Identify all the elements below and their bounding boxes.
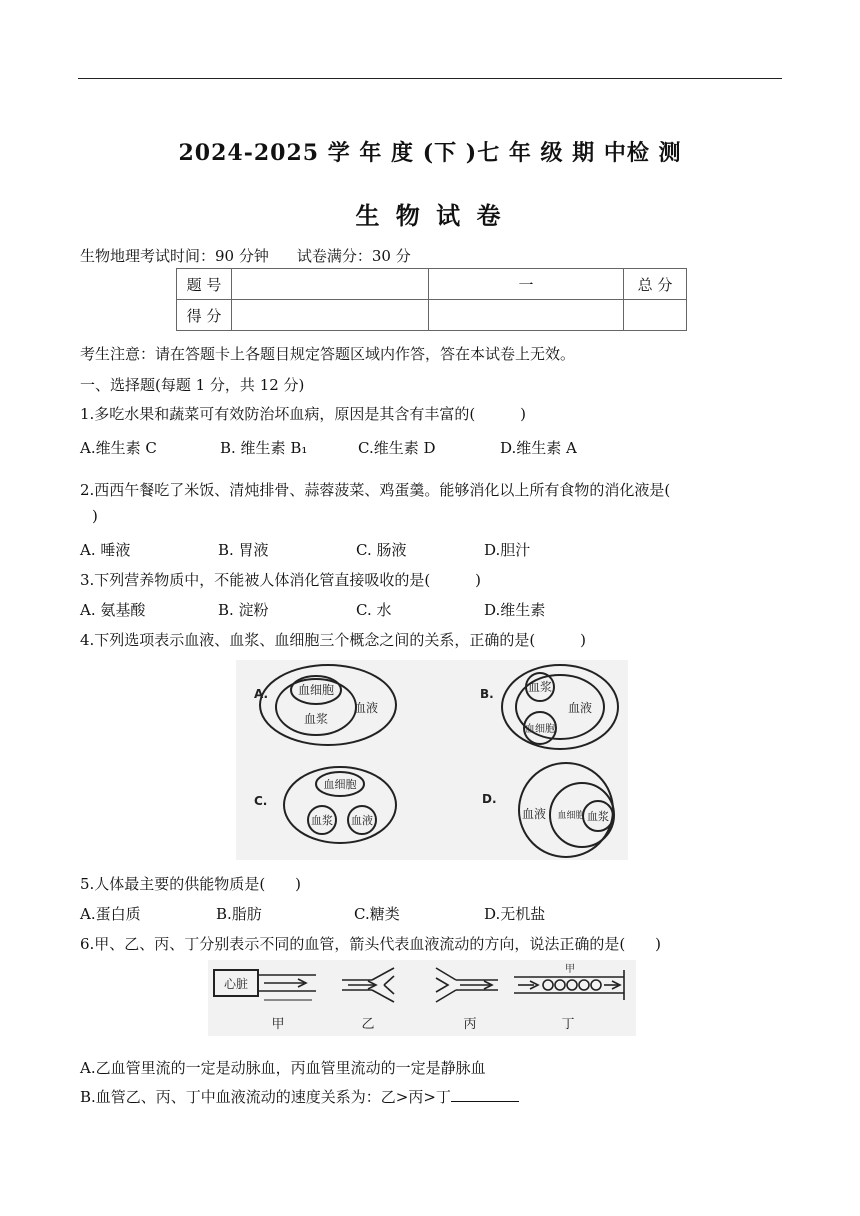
label-blood: 血液 (351, 814, 373, 827)
score-cell-input[interactable] (624, 300, 687, 331)
exam-info (80, 245, 411, 266)
option-c[interactable]: C.维生素 D (358, 439, 436, 457)
option-b[interactable]: B. 维生素 B₁ (220, 439, 308, 457)
option-d[interactable]: D.胆汁 (484, 541, 531, 559)
label-blood: 血液 (353, 701, 379, 715)
top-rule (78, 78, 782, 79)
option-c[interactable]: C.糖类 (354, 905, 400, 923)
option-c[interactable]: C. 水 (356, 601, 392, 619)
score-cell: 得 分 (177, 300, 232, 331)
option-a[interactable]: A. 氨基酸 (80, 601, 146, 619)
score-table-row (177, 269, 687, 300)
blood-concept-diagram (236, 660, 628, 860)
label-plasma: 血浆 (587, 810, 609, 823)
vessel-label-ding: 丁 (561, 1017, 575, 1032)
score-cell (232, 269, 429, 300)
score-cell-input[interactable] (429, 300, 624, 331)
vessel-label-bing: 丙 (463, 1017, 477, 1032)
question-3-stem: 3.下列营养物质中，不能被人体消化管直接吸收的是( ) (80, 571, 482, 589)
score-cell: 总 分 (624, 269, 687, 300)
label-plasma: 血浆 (311, 814, 333, 827)
label-plasma: 血浆 (527, 680, 553, 694)
question-6-option-a[interactable]: A.乙血管里流的一定是动脉血，丙血管里流动的一定是静脉血 (80, 1059, 486, 1077)
notice: 考生注意：请在答题卡上各题目规定答题区域内作答，答在本试卷上无效。 (80, 345, 576, 363)
label-cells: 血细胞 (525, 724, 555, 735)
option-c[interactable]: C. 肠液 (356, 541, 407, 559)
option-a[interactable]: A.维生素 C (80, 439, 157, 457)
score-cell: 一 (429, 269, 624, 300)
question-2-stem: 2.西西午餐吃了米饭、清炖排骨、蒜蓉菠菜、鸡蛋羹。能够消化以上所有食物的消化液是( (80, 481, 671, 499)
question-5-stem: 5.人体最主要的供能物质是( ) (80, 875, 302, 893)
exam-full-score: 试卷满分：30 分 (296, 247, 411, 265)
label-cells: 血细胞 (297, 683, 335, 697)
label-blood: 血液 (521, 807, 547, 821)
answer-blank[interactable] (451, 1087, 519, 1102)
diagram-letter-b: B. (480, 687, 494, 701)
diagram-letter-d: D. (482, 792, 497, 806)
option-b[interactable]: B. 胃液 (218, 541, 269, 559)
score-cell-input[interactable] (232, 300, 429, 331)
section-heading: 一、选择题(每题 1 分，共 12 分) (80, 376, 305, 394)
question-2-stem-cont: ) (92, 507, 98, 525)
label-cells: 血细胞 (557, 811, 585, 821)
score-table (176, 268, 687, 331)
heart-label: 心脏 (223, 977, 249, 991)
score-table-row (177, 300, 687, 331)
diagram-letter-c: C. (254, 794, 268, 808)
vessel-label-yi: 乙 (361, 1017, 375, 1032)
vessel-label-jia: 甲 (271, 1017, 285, 1032)
label-blood: 血液 (567, 701, 593, 715)
option-d[interactable]: D.维生素 A (500, 439, 577, 457)
question-1-stem: 1.多吃水果和蔬菜可有效防治坏血病，原因是其含有丰富的( ) (80, 405, 527, 423)
label-cells: 血细胞 (323, 778, 357, 791)
option-d[interactable]: D.维生素 (484, 601, 546, 619)
exam-subtitle: 生 物 试 卷 (355, 201, 505, 230)
option-d[interactable]: D.无机盐 (484, 905, 546, 923)
option-b[interactable]: B. 淀粉 (218, 601, 269, 619)
label-plasma: 血浆 (303, 712, 329, 726)
option-a[interactable]: A. 唾液 (80, 541, 131, 559)
diagram-letter-a: A. (254, 687, 269, 701)
question-6-option-b[interactable] (80, 1086, 519, 1107)
option-b-text: B.血管乙、丙、丁中血液流动的速度关系为：乙>丙>丁 (80, 1088, 451, 1106)
option-b[interactable]: B.脂肪 (216, 905, 262, 923)
exam-time: 生物地理考试时间：90 分钟 (80, 247, 269, 265)
blood-vessel-diagram (208, 960, 636, 1036)
question-6-stem: 6.甲、乙、丙、丁分别表示不同的血管，箭头代表血液流动的方向，说法正确的是( ) (80, 935, 662, 953)
diagram-background (236, 660, 628, 860)
exam-title: 2024-2025 学 年 度 (下 )七 年 级 期 中检 测 (178, 140, 682, 166)
score-cell: 题 号 (177, 269, 232, 300)
question-4-stem: 4.下列选项表示血液、血浆、血细胞三个概念之间的关系，正确的是( ) (80, 631, 587, 649)
vessel-top-label: 甲 (565, 964, 575, 975)
option-a[interactable]: A.蛋白质 (80, 905, 141, 923)
